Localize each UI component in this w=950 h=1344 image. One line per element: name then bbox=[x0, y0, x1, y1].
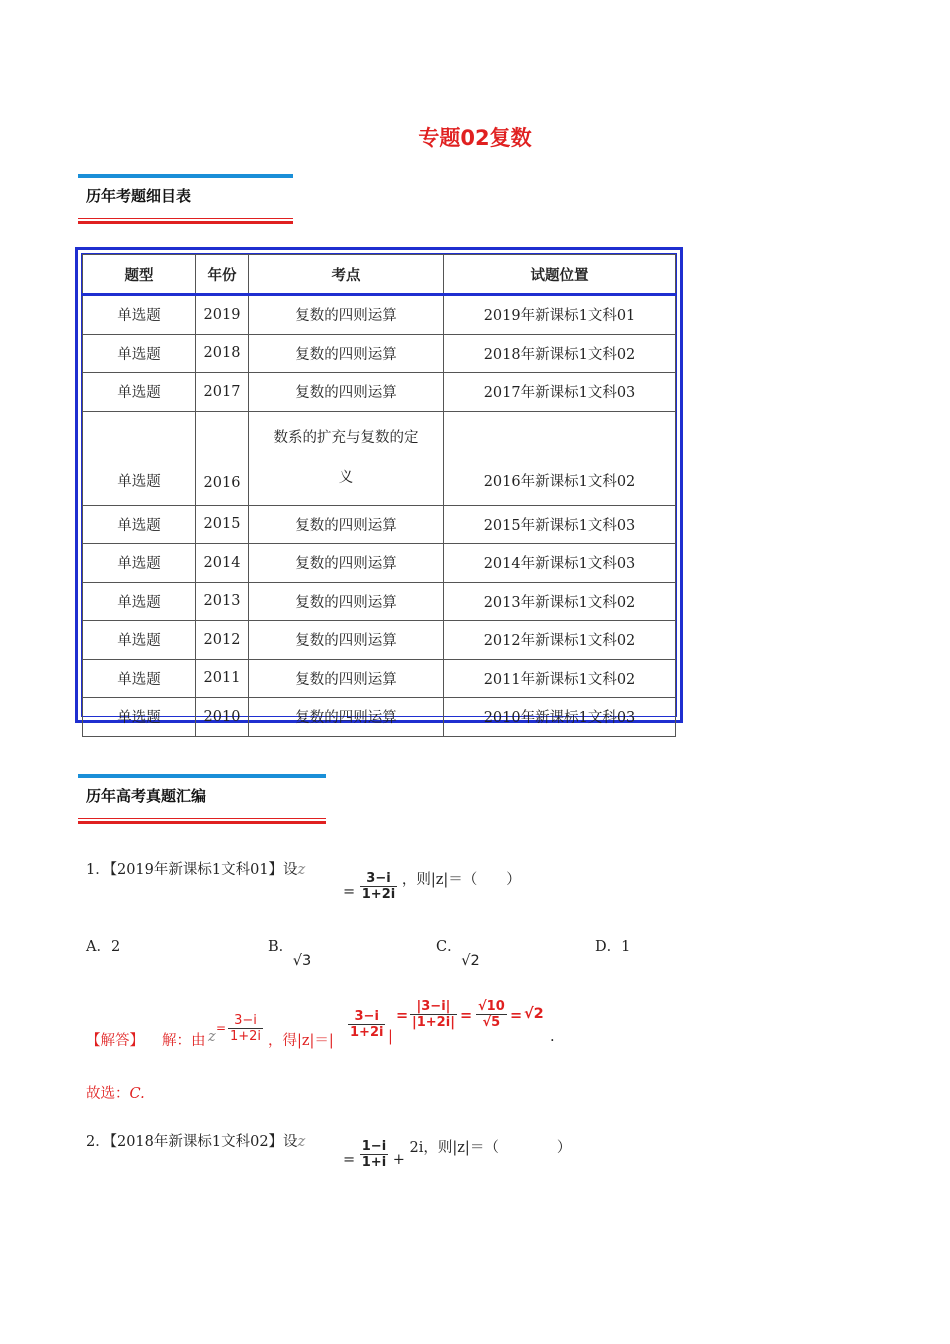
fraction-numerator: √10 bbox=[478, 999, 505, 1014]
fraction-denominator: 1+2i bbox=[361, 886, 396, 902]
cell-position: 2010年新课标1文科03 bbox=[444, 698, 676, 737]
fraction bbox=[348, 1009, 385, 1040]
option-c-label: C． bbox=[436, 939, 462, 955]
blue-rule bbox=[78, 774, 326, 778]
table-header-row bbox=[83, 255, 676, 295]
table-row bbox=[83, 698, 676, 737]
fraction-denominator: 1+2i bbox=[350, 1025, 384, 1040]
choice-value: C. bbox=[129, 1086, 145, 1102]
fraction-denominator: √5 bbox=[482, 1015, 501, 1030]
option-c bbox=[436, 935, 485, 969]
table-row bbox=[83, 544, 676, 583]
answer-label: 【解答】 bbox=[86, 1033, 144, 1049]
option-b-value: √3 bbox=[292, 953, 312, 969]
table-row bbox=[83, 373, 676, 412]
cell-type: 单选题 bbox=[83, 411, 196, 505]
cell-type: 单选题 bbox=[83, 295, 196, 335]
fraction-numerator: |3−i| bbox=[410, 999, 457, 1015]
math-z: z bbox=[297, 862, 306, 878]
math-plus: + bbox=[392, 1152, 405, 1168]
section-label: 历年高考真题汇编 bbox=[86, 787, 207, 805]
cell-topic: 复数的四则运算 bbox=[249, 295, 444, 335]
math-z: z bbox=[297, 1134, 306, 1150]
cell-topic: 复数的四则运算 bbox=[249, 505, 444, 544]
option-c-value: √2 bbox=[461, 953, 480, 969]
math-eq: = bbox=[343, 1152, 356, 1168]
answer-text: ，得|z|＝| bbox=[268, 1033, 334, 1049]
cell-position: 2011年新课标1文科02 bbox=[444, 659, 676, 698]
red-rule bbox=[78, 818, 326, 819]
cell-topic-line2: 义 bbox=[338, 470, 354, 486]
cell-year: 2018 bbox=[196, 334, 249, 373]
cell-position: 2018年新课标1文科02 bbox=[444, 334, 676, 373]
cell-position: 2019年新课标1文科01 bbox=[444, 295, 676, 335]
cell-position: 2015年新课标1文科03 bbox=[444, 505, 676, 544]
header-type: 题型 bbox=[83, 255, 196, 295]
fraction-numerator: 3−i bbox=[228, 1013, 263, 1029]
header-position: 试题位置 bbox=[444, 255, 676, 295]
question-2-formula bbox=[343, 1136, 571, 1170]
option-b-label: B． bbox=[268, 939, 294, 955]
fraction-numerator: 3−i bbox=[360, 871, 397, 887]
cell-year: 2019 bbox=[196, 295, 249, 335]
fraction bbox=[360, 871, 397, 902]
answer-1-choice bbox=[86, 1082, 145, 1103]
cell-topic-line1: 数系的扩充与复数的定 bbox=[273, 430, 419, 446]
cell-position: 2016年新课标1文科02 bbox=[444, 411, 676, 505]
header-year: 年份 bbox=[196, 255, 249, 295]
cell-topic: 复数的四则运算 bbox=[249, 334, 444, 373]
answer-1: 【解答】 解：由 z = $\frac{3-i}{1+2i}$ ，得|z|＝| $\frac{3-i}{1+2i}$ | = $\frac{|3-i|}{|1+2i|}$ = $\frac{√10}{√5}$ = √2 . bbox=[86, 999, 555, 1049]
cell-year: 2011 bbox=[196, 659, 249, 698]
choice-label: 故选： bbox=[86, 1086, 130, 1102]
page-title: 专题02复数 bbox=[418, 126, 532, 150]
cell-year: 2010 bbox=[196, 698, 249, 737]
cell-type: 单选题 bbox=[83, 544, 196, 583]
fraction-denominator: 1+i bbox=[361, 1154, 387, 1170]
cell-year: 2013 bbox=[196, 582, 249, 621]
question-1-formula bbox=[343, 868, 521, 902]
fraction-numerator: 3−i bbox=[348, 1009, 385, 1025]
cell-type: 单选题 bbox=[83, 373, 196, 412]
cell-topic: 复数的四则运算 bbox=[249, 621, 444, 660]
fraction bbox=[410, 999, 457, 1030]
section-header-table bbox=[78, 174, 293, 224]
cell-topic: 复数的四则运算 bbox=[249, 659, 444, 698]
question-2 bbox=[86, 1130, 305, 1151]
option-a: A．2 bbox=[86, 939, 121, 955]
blue-rule bbox=[78, 174, 293, 178]
table-row bbox=[83, 334, 676, 373]
math-eq: = bbox=[343, 884, 356, 900]
answer-text: | bbox=[388, 1029, 393, 1045]
cell-type: 单选题 bbox=[83, 505, 196, 544]
answer-result: √2 bbox=[524, 1006, 544, 1022]
cell-topic: 复数的四则运算 bbox=[249, 544, 444, 583]
fraction-denominator: 1+2i bbox=[230, 1029, 262, 1044]
table-row bbox=[83, 659, 676, 698]
cell-year: 2015 bbox=[196, 505, 249, 544]
exam-index-table-frame bbox=[75, 247, 683, 727]
cell-position: 2012年新课标1文科02 bbox=[444, 621, 676, 660]
question-2-prefix: 2．【2018年新课标1文科02】设 bbox=[86, 1134, 298, 1150]
question-1-suffix: ，则|z|＝（ ） bbox=[401, 872, 521, 888]
math-z: z bbox=[208, 1029, 216, 1045]
cell-position: 2013年新课标1文科02 bbox=[444, 582, 676, 621]
cell-type: 单选题 bbox=[83, 698, 196, 737]
question-1-prefix: 1．【2019年新课标1文科01】设 bbox=[86, 862, 298, 878]
cell-position: 2014年新课标1文科03 bbox=[444, 544, 676, 583]
fraction-denominator: |1+2i| bbox=[412, 1015, 455, 1030]
fraction bbox=[476, 999, 507, 1030]
section-header-questions bbox=[78, 774, 326, 824]
table-row bbox=[83, 621, 676, 660]
table-row bbox=[83, 505, 676, 544]
cell-year: 2014 bbox=[196, 544, 249, 583]
cell-topic bbox=[249, 411, 444, 505]
red-rule bbox=[78, 218, 293, 219]
question-2-suffix: 2i，则|z|＝（ ） bbox=[409, 1140, 572, 1156]
cell-type: 单选题 bbox=[83, 659, 196, 698]
question-1 bbox=[86, 858, 305, 879]
fraction-numerator: 1−i bbox=[361, 1138, 387, 1154]
header-topic: 考点 bbox=[249, 255, 444, 295]
cell-topic: 复数的四则运算 bbox=[249, 698, 444, 737]
option-d: D．1 bbox=[595, 939, 631, 955]
cell-type: 单选题 bbox=[83, 582, 196, 621]
fraction bbox=[360, 1139, 388, 1170]
option-b bbox=[268, 935, 316, 969]
table-row bbox=[83, 295, 676, 335]
answer-text: 解：由 bbox=[162, 1033, 206, 1049]
cell-year: 2012 bbox=[196, 621, 249, 660]
exam-index-table bbox=[82, 254, 676, 737]
cell-topic: 复数的四则运算 bbox=[249, 373, 444, 412]
table-row bbox=[83, 582, 676, 621]
table-row bbox=[83, 411, 676, 505]
red-rule-thick bbox=[78, 221, 293, 224]
cell-year: 2017 bbox=[196, 373, 249, 412]
math-eq: = bbox=[216, 1021, 227, 1035]
cell-type: 单选题 bbox=[83, 621, 196, 660]
answer-end: . bbox=[550, 1029, 555, 1045]
section-label: 历年考题细目表 bbox=[86, 187, 192, 205]
red-rule-thick bbox=[78, 821, 326, 824]
cell-year: 2016 bbox=[196, 411, 249, 505]
fraction bbox=[228, 1013, 263, 1044]
cell-position: 2017年新课标1文科03 bbox=[444, 373, 676, 412]
cell-topic: 复数的四则运算 bbox=[249, 582, 444, 621]
cell-type: 单选题 bbox=[83, 334, 196, 373]
